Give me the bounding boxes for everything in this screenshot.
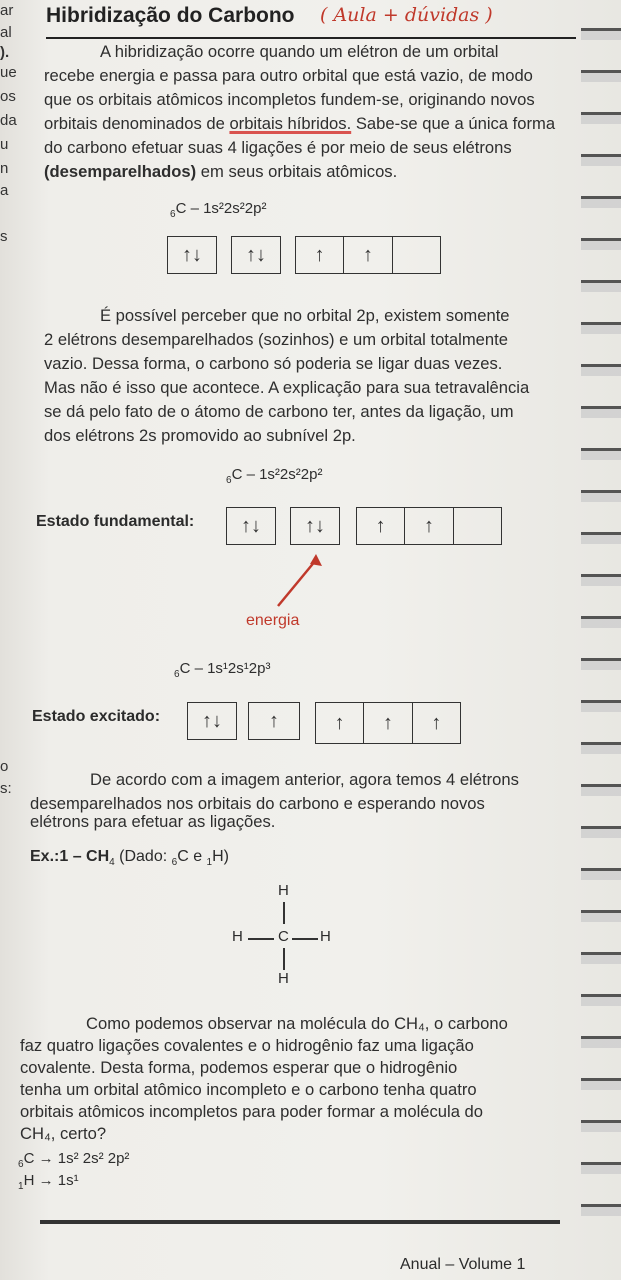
bond-line [248,938,274,940]
paragraph-line: É possível perceber que no orbital 2p, existem somente [100,306,510,325]
electron-config: $_1$H → 1s¹ [18,1172,79,1192]
highlighted-term: orbitais híbridos. [229,114,352,133]
margin-fragment: ). [0,44,10,61]
bond-line [283,948,285,970]
bold-term: (desemparelhados) [44,162,197,181]
page-title: Hibridização do Carbono [46,4,295,27]
orbital-2p [295,236,441,274]
orbital-1s: ↑↓ [187,702,237,740]
intro-line: que os orbitais atômicos incompletos fundem-se, originando novos [44,90,535,109]
intro-line [44,114,555,134]
orbital-2p-cell: ↑ [431,711,442,734]
margin-fragment: a [0,182,9,199]
intro-text: Sabe-se que a única forma [355,114,556,133]
margin-fragment: u [0,136,9,153]
orbital-1s: ↑↓ [226,507,276,545]
intro-text: orbitais denominados de [44,114,225,133]
footer-divider [40,1220,560,1224]
electron-config: $_6$C – 1s²2s²2p² [226,466,323,486]
electron-config: $_6$C → 1s² 2s² 2p² [18,1150,130,1170]
margin-fragment: o [0,758,9,775]
energy-arrow-icon [270,552,330,612]
margin-fragment: n [0,160,9,177]
energy-label: energia [246,612,300,629]
intro-line: A hibridização ocorre quando um elétron de um orbital [100,42,499,61]
margin-fragment: da [0,112,17,129]
intro-line [44,162,397,182]
paragraph-line: se dá pelo fato de o átomo de carbono ter, antes da ligação, um [44,402,514,421]
carbon-atom: C [278,928,289,945]
orbital-2p-cell: ↑ [405,508,453,544]
paragraph-line: covalente. Desta forma, podemos esperar que o hidrogênio [20,1058,458,1077]
hydrogen-left: H [232,928,243,945]
orbital-2s: ↑↓ [290,507,340,545]
margin-fragment: ar [0,2,14,19]
orbital-2p-cell: ↑ [316,703,364,743]
notebook-spiral [581,10,621,1230]
orbital-2p [315,702,461,744]
paragraph-line: vazio. Dessa forma, o carbono só poderia se ligar duas vezes. [44,354,503,373]
paragraph-line: elétrons para efetuar as ligações. [30,812,276,831]
orbital-2p-cell [393,237,440,273]
margin-fragment: os [0,88,16,105]
intro-text: em seus orbitais atômicos. [200,162,398,181]
orbital-2p-cell [454,508,501,544]
orbital-2s: ↑ [248,702,300,740]
paragraph-line: tenha um orbital atômico incompleto e o carbono tenha quatro [20,1080,477,1099]
hydrogen-bottom: H [278,970,289,987]
orbital-1s: ↑↓ [167,236,217,274]
intro-line: do carbono efetuar suas 4 ligações é por meio de seus elétrons [44,138,512,157]
orbital-2s: ↑↓ [231,236,281,274]
paragraph-line: desemparelhados nos orbitais do carbono e esperando novos [30,794,485,813]
margin-fragment: ue [0,64,17,81]
orbital-2p-cell: ↑ [364,703,412,743]
paragraph-line: Mas não é isso que acontece. A explicação para sua tetravalência [44,378,530,397]
example-heading: Ex.:1 – $CH_4$ (Dado: $_6$C e $_1$H) [30,848,229,869]
margin-fragment: al [0,24,12,41]
bond-line [283,902,285,924]
paragraph-line: CH₄, certo? [20,1124,107,1143]
hydrogen-right: H [320,928,331,945]
intro-line: recebe energia e passa para outro orbital que está vazio, de modo [44,66,533,85]
ground-state-label: Estado fundamental: [36,513,195,530]
bond-line [292,938,318,940]
orbital-2p-cell: ↑ [296,237,344,273]
orbital-2p-cell: ↑ [344,237,392,273]
electron-config: $_6$C – 1s²2s²2p² [170,200,267,220]
margin-fragment: s: [0,780,12,797]
paragraph-line: orbitais atômicos incompletos para poder formar a molécula do [20,1102,484,1121]
paragraph-line: De acordo com a imagem anterior, agora temos 4 elétrons [90,770,519,789]
paragraph-line: Como podemos observar na molécula do CH₄, o carbono [86,1014,508,1033]
title-divider [46,37,576,39]
paragraph-line: faz quatro ligações covalentes e o hidrogênio faz uma ligação [20,1036,474,1055]
hydrogen-top: H [278,882,289,899]
margin-fragment: s [0,228,8,245]
footer-volume: Anual – Volume 1 [400,1256,526,1273]
orbital-2p-cell: ↑ [357,508,405,544]
paragraph-line: 2 elétrons desemparelhados (sozinhos) e um orbital totalmente [44,330,508,349]
paragraph-line: dos elétrons 2s promovido ao subnível 2p. [44,426,356,445]
electron-config: $_6$C – 1s¹2s¹2p³ [174,660,271,680]
handwritten-note: ( Aula + dúvidas ) [320,4,493,26]
excited-state-label: Estado excitado: [32,708,161,725]
orbital-2p [356,507,502,545]
